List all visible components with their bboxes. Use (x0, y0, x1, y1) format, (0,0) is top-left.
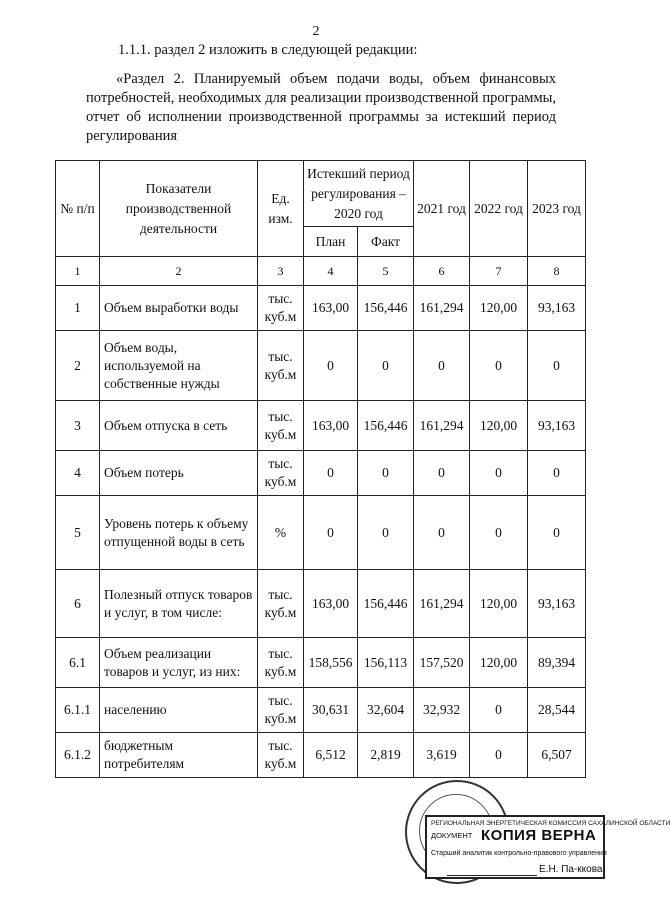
table-row (56, 401, 586, 451)
row-number: 2 (56, 331, 100, 401)
row-unit: тыс. куб.м (258, 401, 304, 451)
header-period: Истекший период регулирования – 2020 год (304, 161, 414, 227)
row-value-2023: 0 (528, 331, 586, 401)
amendment-paragraph: 1.1.1. раздел 2 изложить в следующей редакции: (118, 42, 418, 58)
row-value-2023: 0 (528, 496, 586, 570)
row-value-2022: 0 (470, 733, 528, 778)
stamp-signer-name: Е.Н. Па-ккова (539, 864, 603, 875)
table-row (56, 688, 586, 733)
row-number: 6.1.2 (56, 733, 100, 778)
table-row (56, 638, 586, 688)
row-fact-2020: 2,819 (358, 733, 414, 778)
row-unit: тыс. куб.м (258, 451, 304, 496)
row-value-2023: 93,163 (528, 286, 586, 331)
row-unit: тыс. куб.м (258, 733, 304, 778)
row-value-2021: 0 (414, 331, 470, 401)
row-number: 6 (56, 570, 100, 638)
table-row (56, 496, 586, 570)
row-indicator: Объем выработки воды (100, 286, 258, 331)
water-program-table (55, 160, 586, 778)
row-value-2022: 120,00 (470, 401, 528, 451)
stamp-organization: РЕГИОНАЛЬНАЯ ЭНЕРГЕТИЧЕСКАЯ КОМИССИЯ САХАЛИНСКОЙ ОБЛАСТИ (431, 820, 670, 827)
stamp-document-label: ДОКУМЕНТ (431, 831, 473, 840)
table-row (56, 286, 586, 331)
row-value-2022: 120,00 (470, 286, 528, 331)
row-value-2022: 0 (470, 451, 528, 496)
row-value-2021: 161,294 (414, 401, 470, 451)
row-value-2022: 0 (470, 331, 528, 401)
row-plan-2020: 158,556 (304, 638, 358, 688)
header-2021: 2021 год (414, 161, 470, 257)
row-plan-2020: 6,512 (304, 733, 358, 778)
row-fact-2020: 156,446 (358, 401, 414, 451)
row-plan-2020: 163,00 (304, 286, 358, 331)
row-fact-2020: 32,604 (358, 688, 414, 733)
row-unit: тыс. куб.м (258, 638, 304, 688)
row-value-2021: 161,294 (414, 570, 470, 638)
row-value-2021: 3,619 (414, 733, 470, 778)
row-plan-2020: 30,631 (304, 688, 358, 733)
row-indicator: населению (100, 688, 258, 733)
row-indicator: Объем потерь (100, 451, 258, 496)
row-plan-2020: 163,00 (304, 401, 358, 451)
row-indicator: Объем реализации товаров и услуг, из них: (100, 638, 258, 688)
row-number: 1 (56, 286, 100, 331)
row-number: 5 (56, 496, 100, 570)
row-fact-2020: 156,113 (358, 638, 414, 688)
row-indicator: Объем воды, используемой на собственные нужды (100, 331, 258, 401)
row-plan-2020: 163,00 (304, 570, 358, 638)
stamp-verified-text: КОПИЯ ВЕРНА (481, 827, 597, 844)
row-value-2023: 89,394 (528, 638, 586, 688)
row-fact-2020: 156,446 (358, 286, 414, 331)
signature-line (447, 875, 537, 876)
page-number: 2 (312, 24, 320, 39)
row-value-2021: 161,294 (414, 286, 470, 331)
row-unit: тыс. куб.м (258, 286, 304, 331)
copy-verified-box (425, 815, 670, 879)
row-indicator: Полезный отпуск товаров и услуг, в том числе: (100, 570, 258, 638)
table-row (56, 451, 586, 496)
row-fact-2020: 0 (358, 451, 414, 496)
header-plan: План (304, 227, 358, 257)
row-fact-2020: 156,446 (358, 570, 414, 638)
header-fact: Факт (358, 227, 414, 257)
header-2022: 2022 год (470, 161, 528, 257)
row-plan-2020: 0 (304, 496, 358, 570)
row-indicator: бюджетным потребителям (100, 733, 258, 778)
row-number: 3 (56, 401, 100, 451)
row-number: 6.1 (56, 638, 100, 688)
row-plan-2020: 0 (304, 451, 358, 496)
section-heading: «Раздел 2. Планируемый объем подачи воды, объем финансовых потребностей, необходимых для реализации производственной программы, отчет об исполнении производственной программы за истекший период регулирования (86, 71, 556, 144)
row-number: 4 (56, 451, 100, 496)
row-value-2021: 0 (414, 496, 470, 570)
row-value-2023: 93,163 (528, 570, 586, 638)
certification-stamp (405, 780, 670, 880)
header-unit: Ед. изм. (258, 161, 304, 257)
row-indicator: Объем отпуска в сеть (100, 401, 258, 451)
column-index-row (56, 257, 586, 286)
row-value-2021: 0 (414, 451, 470, 496)
row-unit: тыс. куб.м (258, 570, 304, 638)
row-value-2022: 120,00 (470, 638, 528, 688)
row-fact-2020: 0 (358, 331, 414, 401)
row-value-2023: 0 (528, 451, 586, 496)
header-2023: 2023 год (528, 161, 586, 257)
header-indicator: Показатели производственной деятельности (100, 161, 258, 257)
table-row (56, 331, 586, 401)
column-index: 4 (304, 257, 358, 286)
header-num: № п/п (56, 161, 100, 257)
row-unit: тыс. куб.м (258, 331, 304, 401)
column-index: 7 (470, 257, 528, 286)
row-value-2022: 0 (470, 496, 528, 570)
column-index: 8 (528, 257, 586, 286)
row-value-2023: 28,544 (528, 688, 586, 733)
row-value-2021: 157,520 (414, 638, 470, 688)
row-value-2023: 93,163 (528, 401, 586, 451)
column-index: 2 (100, 257, 258, 286)
stamp-signer-role: Старший аналитик контрольно-правового управления (431, 850, 607, 857)
column-index: 3 (258, 257, 304, 286)
column-index: 6 (414, 257, 470, 286)
row-indicator: Уровень потерь к объему отпущенной воды в сеть (100, 496, 258, 570)
row-value-2022: 0 (470, 688, 528, 733)
row-value-2022: 120,00 (470, 570, 528, 638)
table-row (56, 733, 586, 778)
row-fact-2020: 0 (358, 496, 414, 570)
row-value-2023: 6,507 (528, 733, 586, 778)
table-row (56, 570, 586, 638)
row-number: 6.1.1 (56, 688, 100, 733)
row-unit: % (258, 496, 304, 570)
row-unit: тыс. куб.м (258, 688, 304, 733)
row-plan-2020: 0 (304, 331, 358, 401)
column-index: 1 (56, 257, 100, 286)
row-value-2021: 32,932 (414, 688, 470, 733)
column-index: 5 (358, 257, 414, 286)
